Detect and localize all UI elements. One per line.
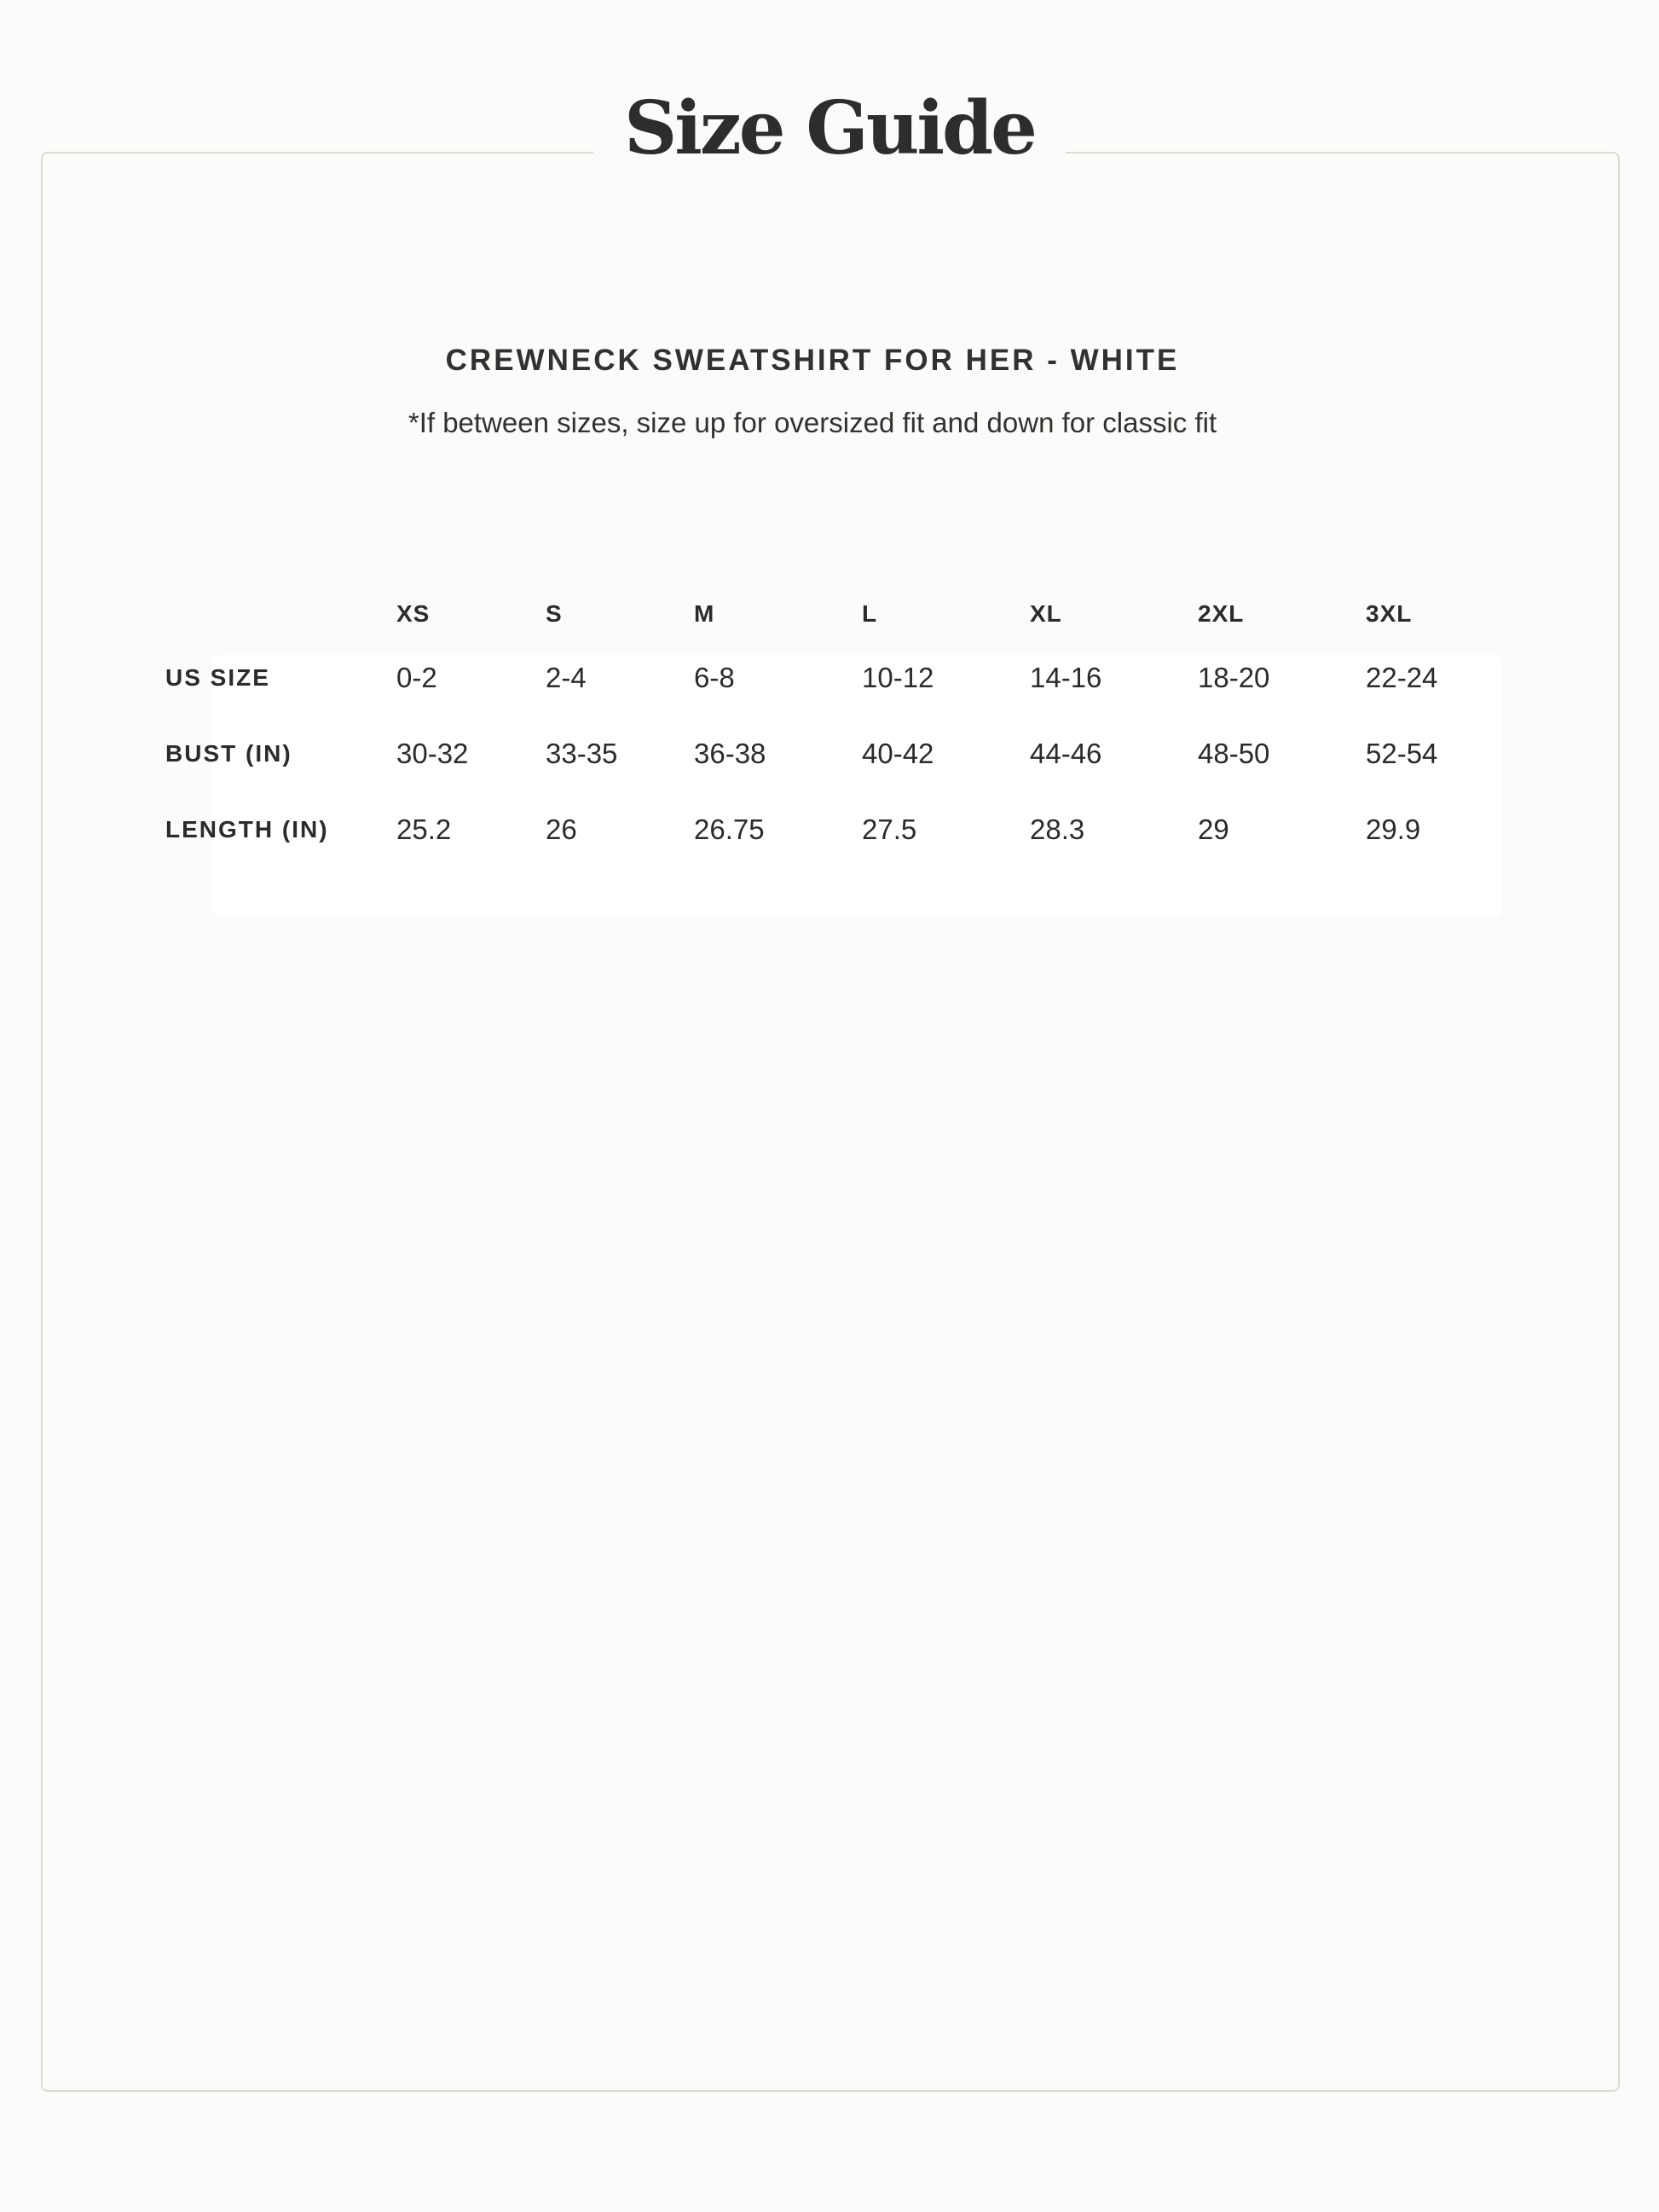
table-cell: 29 (1198, 813, 1229, 845)
row-label-us-size: US SIZE (165, 663, 270, 691)
page-title-text: Size Guide (593, 85, 1066, 171)
table-cell: 40-42 (862, 737, 934, 769)
size-table (128, 588, 1494, 867)
table-cell: 6-8 (694, 661, 735, 693)
size-header-3xl: 3XL (1366, 600, 1413, 627)
row-label-length: LENGTH (IN) (165, 815, 329, 843)
table-cell: 22-24 (1366, 661, 1438, 693)
size-header-xl: XL (1030, 600, 1062, 627)
row-label-bust: BUST (IN) (165, 739, 292, 767)
size-header-s: S (546, 600, 563, 627)
header-corner (128, 588, 396, 640)
table-cell: 44-46 (1030, 737, 1102, 769)
fit-note: *If between sizes, size up for oversized fit and down for classic fit (408, 407, 1217, 438)
table-cell: 25.2 (396, 813, 452, 845)
table-cell: 48-50 (1198, 737, 1270, 769)
table-cell: 30-32 (396, 737, 469, 769)
table-cell: 0-2 (396, 661, 437, 693)
table-cell: 52-54 (1366, 737, 1438, 769)
page-title (0, 85, 1659, 171)
table-cell: 33-35 (546, 737, 618, 769)
size-header-m: M (694, 600, 715, 627)
table-cell: 14-16 (1030, 661, 1102, 693)
size-header-xs: XS (396, 600, 431, 627)
size-header-2xl: 2XL (1198, 600, 1245, 627)
size-header-row (128, 588, 1494, 640)
table-cell: 18-20 (1198, 661, 1270, 693)
table-row-us-size (128, 640, 1494, 715)
table-cell: 29.9 (1366, 813, 1421, 845)
product-name: CREWNECK SWEATSHIRT FOR HER - WHITE (445, 344, 1180, 377)
table-cell: 10-12 (862, 661, 934, 693)
table-row-bust (128, 715, 1494, 791)
table-cell: 26 (546, 813, 577, 845)
table-cell: 26.75 (694, 813, 765, 845)
table-cell: 28.3 (1030, 813, 1085, 845)
size-header-l: L (862, 600, 878, 627)
table-cell: 2-4 (546, 661, 587, 693)
size-guide-panel (41, 152, 1620, 2092)
table-cell: 27.5 (862, 813, 917, 845)
table-cell: 36-38 (694, 737, 766, 769)
table-row-length (128, 791, 1494, 867)
